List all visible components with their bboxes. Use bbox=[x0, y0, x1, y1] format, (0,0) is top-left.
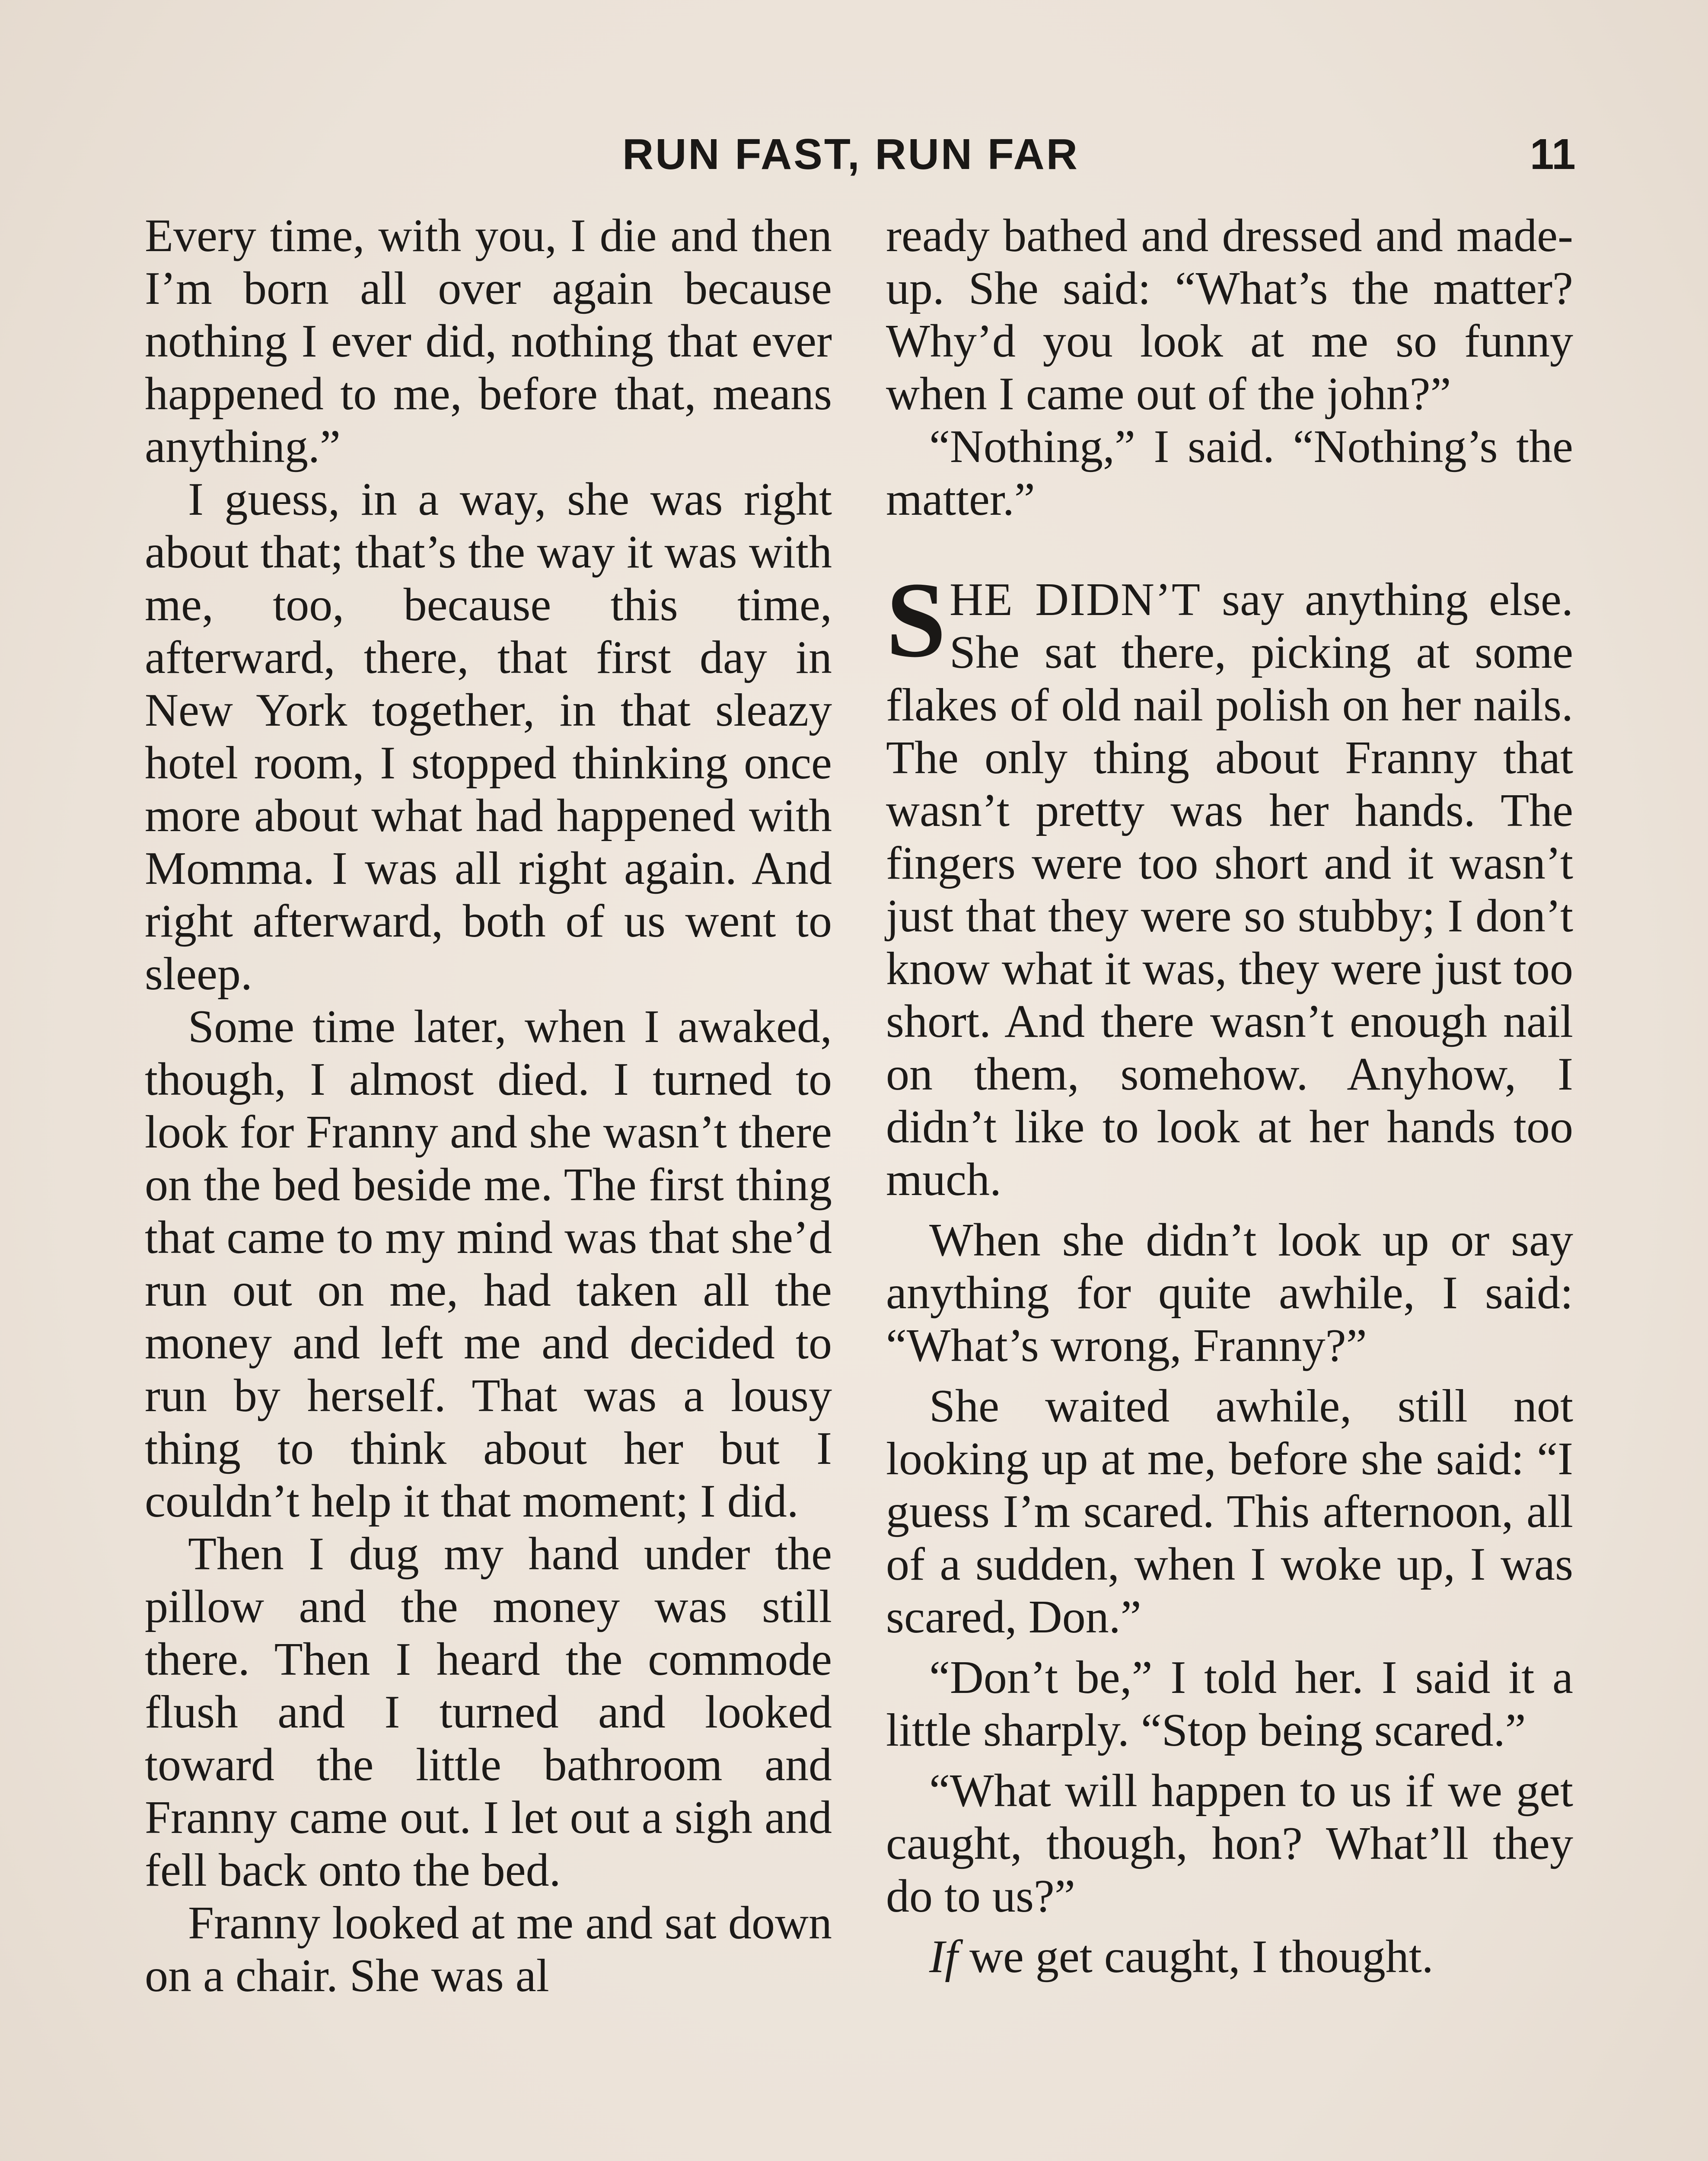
right-column bbox=[886, 210, 1573, 1983]
paragraph: ready bathed and dressed and made-up. She said: “What’s the matter? Why’d you look at me so funny when I came out of the john?” bbox=[886, 210, 1573, 420]
paragraph: Then I dug my hand under the pillow and the money was still there. Then I heard the commode flush and I turned and looked toward the little bathroom and Franny came out. I let out a sigh and fell back onto the bed. bbox=[145, 1528, 832, 1896]
italic-word: If bbox=[929, 1931, 958, 1983]
paragraph: I guess, in a way, she was right about that; that’s the way it was with me, too, because this time, afterward, there, that first day in New York together, in that sleazy hotel room, I stopped thinking once more about what had happened with Momma. I was all right again. And right afterward, both of us went to sleep. bbox=[145, 474, 832, 1000]
paragraph-text: say anything else. She sat there, picking at some flakes of old nail polish on her nails. The only thing about Franny that wasn’t pretty was her hands. The fingers were too short and it wasn’t just that they were so stubby; I don’t know what it was, they were just too short. And there wasn’t enough nail on them, somehow. Anyhow, I didn’t like to look at her hands too much. bbox=[886, 574, 1573, 1205]
drop-cap: S bbox=[886, 560, 946, 680]
paragraph: She waited awhile, still not looking up at me, before she said: “I guess I’m scared. This afternoon, all of a sudden, when I woke up, I was scared, Don.” bbox=[886, 1380, 1573, 1643]
paragraph: When she didn’t look up or say anything for quite awhile, I said: “What’s wrong, Franny?” bbox=[886, 1214, 1573, 1371]
lead-in-caps: HE DIDN’T bbox=[950, 574, 1201, 625]
paragraph: Every time, with you, I die and then I’m born all over again because nothing I ever did, nothing that ever happened to me, before that, means anything.” bbox=[145, 210, 832, 472]
paragraph: “Don’t be,” I told her. I said it a little sharply. “Stop being scared.” bbox=[886, 1652, 1573, 1756]
paragraph: “Nothing,” I said. “Nothing’s the matter.” bbox=[886, 421, 1573, 525]
paragraph: Some time later, when I awaked, though, I almost died. I turned to look for Franny and she wasn’t there on the bed beside me. The first thing that came to my mind was that she’d run out on me, had taken all the money and left me and decided to run by herself. That was a lousy thing to think about her but I couldn’t help it that moment; I did. bbox=[145, 1001, 832, 1527]
running-title: RUN FAST, RUN FAR bbox=[622, 130, 1079, 178]
page-number: 11 bbox=[1530, 130, 1576, 178]
paragraph: “What will happen to us if we get caught, though, hon? What’ll they do to us?” bbox=[886, 1765, 1573, 1922]
paragraph: Franny looked at me and sat down on a chair. She was al bbox=[145, 1897, 832, 2002]
paragraph bbox=[886, 1931, 1573, 1983]
section-start-paragraph bbox=[886, 560, 1573, 1206]
left-column bbox=[145, 210, 832, 2002]
paragraph-text: we get caught, I thought. bbox=[957, 1931, 1434, 1983]
